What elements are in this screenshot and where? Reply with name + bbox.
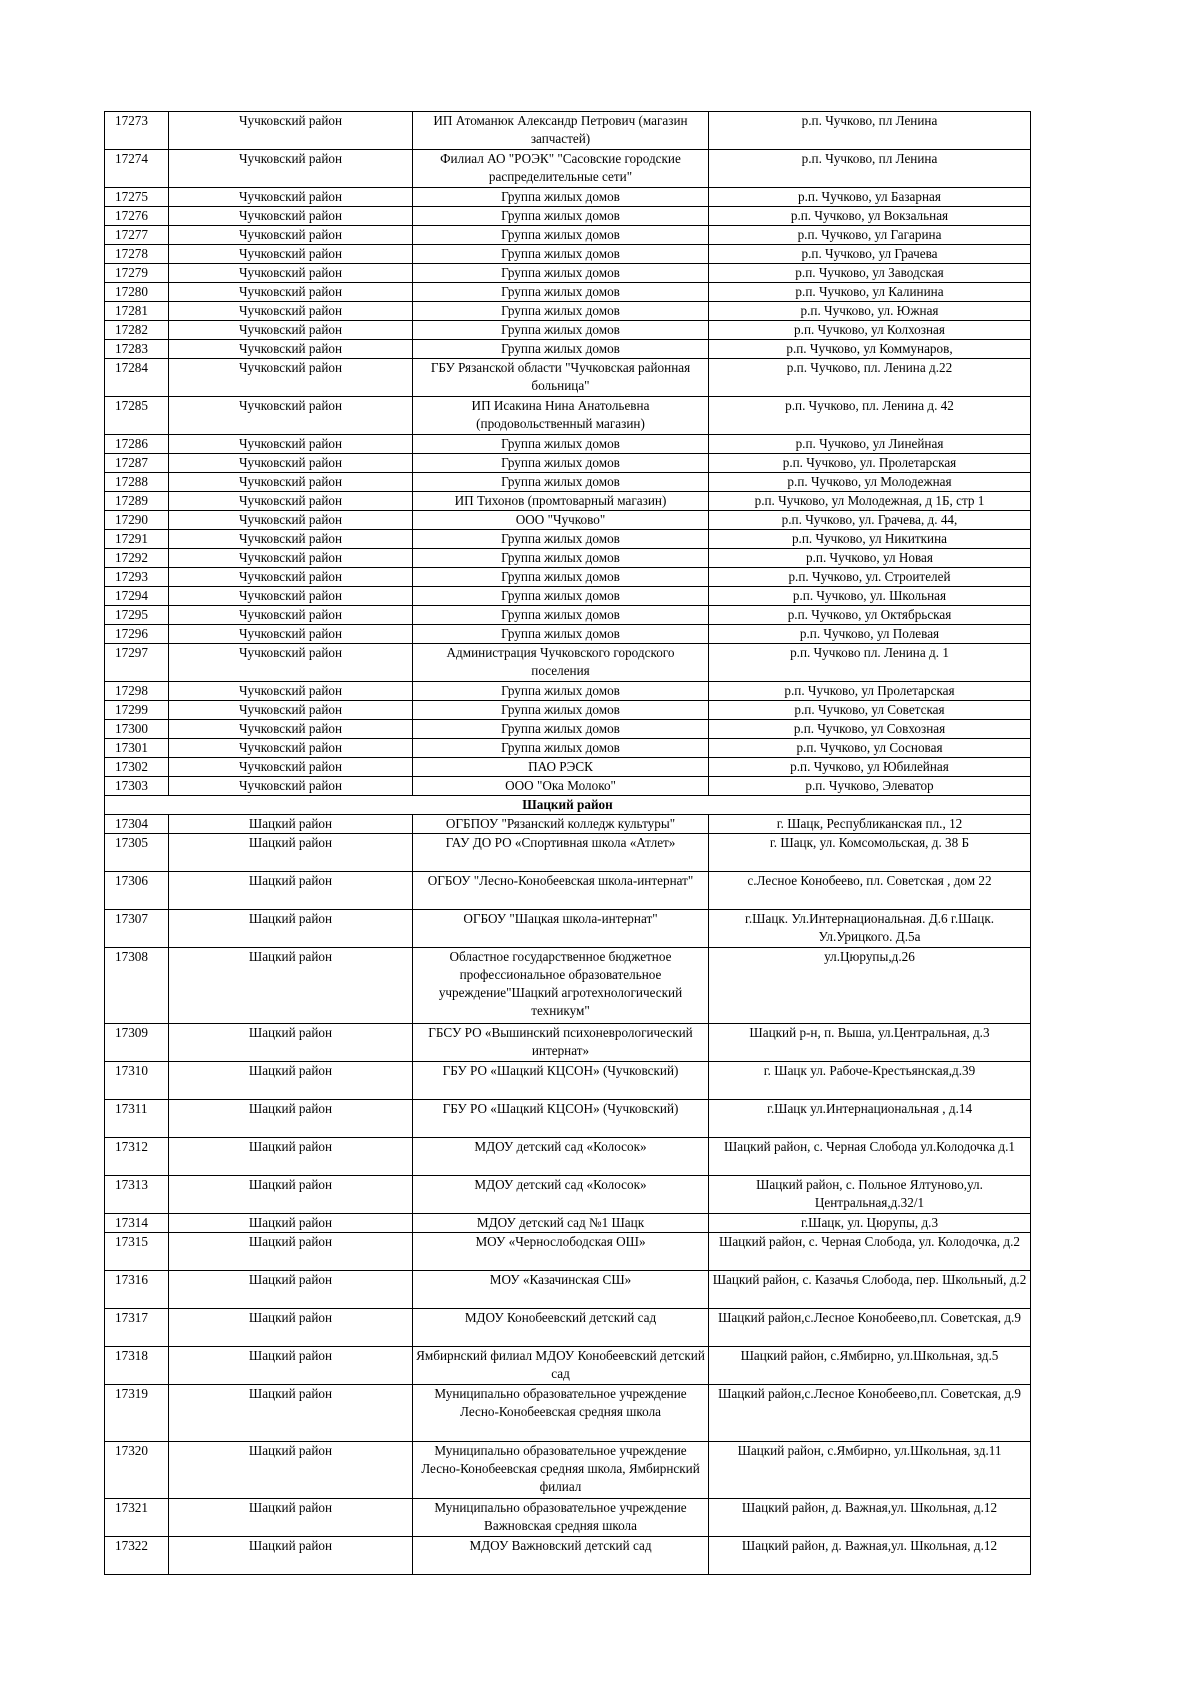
district-cell: Чучковский район <box>169 150 413 188</box>
address-cell: Шацкий район, д. Важная,ул. Школьная, д.12 <box>709 1537 1031 1575</box>
table-row <box>105 872 1031 910</box>
district-cell: Шацкий район <box>169 948 413 1024</box>
table-row <box>105 397 1031 435</box>
row-number: 17304 <box>105 815 169 834</box>
district-cell: Шацкий район <box>169 1442 413 1499</box>
table-row <box>105 302 1031 321</box>
row-number: 17320 <box>105 1442 169 1499</box>
table-row <box>105 625 1031 644</box>
row-number: 17277 <box>105 226 169 245</box>
address-cell: р.п. Чучково, Элеватор <box>709 777 1031 796</box>
organization-cell: ПАО РЭСК <box>413 758 709 777</box>
organization-cell: Группа жилых домов <box>413 739 709 758</box>
organization-cell: Муниципально образовательное учреждение Лесно-Конобеевская средняя школа, Ямбирнский филиал <box>413 1442 709 1499</box>
address-cell: р.п. Чучково, ул Никиткина <box>709 530 1031 549</box>
district-cell: Чучковский район <box>169 340 413 359</box>
address-cell: р.п. Чучково, ул Молодежная, д 1Б, стр 1 <box>709 492 1031 511</box>
row-number: 17295 <box>105 606 169 625</box>
table-row <box>105 739 1031 758</box>
row-number: 17289 <box>105 492 169 511</box>
organization-cell: Группа жилых домов <box>413 530 709 549</box>
district-cell: Чучковский район <box>169 283 413 302</box>
organization-cell: МДОУ детский сад №1 Шацк <box>413 1214 709 1233</box>
row-number: 17312 <box>105 1138 169 1176</box>
section-header-row <box>105 796 1031 815</box>
organization-cell: Группа жилых домов <box>413 188 709 207</box>
row-number: 17306 <box>105 872 169 910</box>
district-cell: Чучковский район <box>169 701 413 720</box>
organization-cell: МДОУ детский сад «Колосок» <box>413 1176 709 1214</box>
address-cell: р.п. Чучково, ул. Южная <box>709 302 1031 321</box>
table-row <box>105 910 1031 948</box>
row-number: 17303 <box>105 777 169 796</box>
row-number: 17310 <box>105 1062 169 1100</box>
table-row <box>105 1442 1031 1499</box>
table-row <box>105 435 1031 454</box>
table-row <box>105 321 1031 340</box>
table-row <box>105 549 1031 568</box>
district-cell: Шацкий район <box>169 1271 413 1309</box>
address-cell: р.п. Чучково, ул. Грачева, д. 44, <box>709 511 1031 530</box>
table-row <box>105 492 1031 511</box>
section-title: Шацкий район <box>105 796 1031 815</box>
organization-cell: ИП Тихонов (промтоварный магазин) <box>413 492 709 511</box>
table-row <box>105 1271 1031 1309</box>
address-cell: р.п. Чучково, ул. Школьная <box>709 587 1031 606</box>
table-row <box>105 264 1031 283</box>
address-cell: р.п. Чучково, ул Колхозная <box>709 321 1031 340</box>
district-cell: Чучковский район <box>169 188 413 207</box>
row-number: 17285 <box>105 397 169 435</box>
row-number: 17274 <box>105 150 169 188</box>
address-cell: р.п. Чучково, ул Совхозная <box>709 720 1031 739</box>
table-row <box>105 701 1031 720</box>
district-cell: Чучковский район <box>169 302 413 321</box>
address-cell: р.п. Чучково, ул Полевая <box>709 625 1031 644</box>
address-cell: р.п. Чучково, ул Советская <box>709 701 1031 720</box>
row-number: 17290 <box>105 511 169 530</box>
table-row <box>105 1138 1031 1176</box>
address-cell: р.п. Чучково, ул Заводская <box>709 264 1031 283</box>
row-number: 17284 <box>105 359 169 397</box>
table-row <box>105 644 1031 682</box>
table-row <box>105 150 1031 188</box>
table-row <box>105 1347 1031 1385</box>
district-cell: Шацкий район <box>169 1499 413 1537</box>
row-number: 17299 <box>105 701 169 720</box>
row-number: 17280 <box>105 283 169 302</box>
row-number: 17311 <box>105 1100 169 1138</box>
row-number: 17297 <box>105 644 169 682</box>
district-cell: Шацкий район <box>169 815 413 834</box>
address-cell: г.Шацк. Ул.Интернациональная. Д.6 г.Шацк. Ул.Урицкого. Д.5а <box>709 910 1031 948</box>
address-cell: р.п. Чучково, ул Октябрьская <box>709 606 1031 625</box>
table-row <box>105 682 1031 701</box>
district-cell: Чучковский район <box>169 625 413 644</box>
row-number: 17301 <box>105 739 169 758</box>
address-cell: Шацкий район, с. Польное Ялтуново,ул. Центральная,д.32/1 <box>709 1176 1031 1214</box>
organization-cell: Группа жилых домов <box>413 321 709 340</box>
district-cell: Чучковский район <box>169 245 413 264</box>
table-row <box>105 207 1031 226</box>
organization-cell: Муниципально образовательное учреждение Лесно-Конобеевская средняя школа <box>413 1385 709 1442</box>
district-cell: Шацкий район <box>169 872 413 910</box>
address-cell: р.п. Чучково, пл. Ленина д.22 <box>709 359 1031 397</box>
organization-cell: Группа жилых домов <box>413 720 709 739</box>
address-cell: р.п. Чучково, ул Юбилейная <box>709 758 1031 777</box>
row-number: 17313 <box>105 1176 169 1214</box>
row-number: 17307 <box>105 910 169 948</box>
organization-cell: Группа жилых домов <box>413 226 709 245</box>
organization-cell: ООО "Ока Молоко" <box>413 777 709 796</box>
row-number: 17308 <box>105 948 169 1024</box>
row-number: 17315 <box>105 1233 169 1271</box>
organization-cell: Группа жилых домов <box>413 245 709 264</box>
table-row <box>105 1214 1031 1233</box>
address-cell: г.Шацк, ул. Цюрупы, д.3 <box>709 1214 1031 1233</box>
district-cell: Чучковский район <box>169 359 413 397</box>
facilities-table <box>104 111 1031 1575</box>
organization-cell: Группа жилых домов <box>413 283 709 302</box>
organization-cell: ГБСУ РО «Вышинский психоневрологический интернат» <box>413 1024 709 1062</box>
row-number: 17283 <box>105 340 169 359</box>
table-row <box>105 1024 1031 1062</box>
table-row <box>105 587 1031 606</box>
district-cell: Чучковский район <box>169 264 413 283</box>
district-cell: Чучковский район <box>169 511 413 530</box>
address-cell: Шацкий район, с.Ямбирно, ул.Школьная, зд.11 <box>709 1442 1031 1499</box>
organization-cell: ООО "Чучково" <box>413 511 709 530</box>
row-number: 17305 <box>105 834 169 872</box>
table-row <box>105 511 1031 530</box>
address-cell: р.п. Чучково, ул. Пролетарская <box>709 454 1031 473</box>
table-row <box>105 112 1031 150</box>
document-page <box>104 111 1030 1575</box>
table-row <box>105 834 1031 872</box>
table-row <box>105 568 1031 587</box>
address-cell: Шацкий район,с.Лесное Конобеево,пл. Советская, д.9 <box>709 1385 1031 1442</box>
district-cell: Чучковский район <box>169 587 413 606</box>
organization-cell: ОГБОУ "Шацкая школа-интернат" <box>413 910 709 948</box>
address-cell: Шацкий район,с.Лесное Конобеево,пл. Советская, д.9 <box>709 1309 1031 1347</box>
address-cell: р.п. Чучково, пл Ленина <box>709 112 1031 150</box>
table-row <box>105 1499 1031 1537</box>
organization-cell: Муниципально образовательное учреждение Важновская средняя школа <box>413 1499 709 1537</box>
district-cell: Шацкий район <box>169 1309 413 1347</box>
district-cell: Чучковский район <box>169 435 413 454</box>
district-cell: Чучковский район <box>169 321 413 340</box>
address-cell: Шацкий район, с.Ямбирно, ул.Школьная, зд.5 <box>709 1347 1031 1385</box>
organization-cell: ОГБОУ "Лесно-Конобеевская школа-интернат" <box>413 872 709 910</box>
table-row <box>105 948 1031 1024</box>
address-cell: р.п. Чучково, ул Пролетарская <box>709 682 1031 701</box>
row-number: 17314 <box>105 1214 169 1233</box>
address-cell: р.п. Чучково, ул Калинина <box>709 283 1031 302</box>
organization-cell: Группа жилых домов <box>413 473 709 492</box>
table-row <box>105 606 1031 625</box>
address-cell: р.п. Чучково, пл. Ленина д. 42 <box>709 397 1031 435</box>
address-cell: р.п. Чучково, ул Новая <box>709 549 1031 568</box>
district-cell: Шацкий район <box>169 1100 413 1138</box>
district-cell: Шацкий район <box>169 1214 413 1233</box>
table-row <box>105 777 1031 796</box>
district-cell: Шацкий район <box>169 1537 413 1575</box>
district-cell: Шацкий район <box>169 1176 413 1214</box>
district-cell: Шацкий район <box>169 910 413 948</box>
row-number: 17275 <box>105 188 169 207</box>
district-cell: Чучковский район <box>169 226 413 245</box>
organization-cell: ГБУ Рязанской области "Чучковская районная больница" <box>413 359 709 397</box>
district-cell: Чучковский район <box>169 720 413 739</box>
organization-cell: Ямбирнский филиал МДОУ Конобеевский детский сад <box>413 1347 709 1385</box>
row-number: 17316 <box>105 1271 169 1309</box>
table-row <box>105 226 1031 245</box>
organization-cell: ОГБПОУ "Рязанский колледж культуры" <box>413 815 709 834</box>
organization-cell: МОУ «Чернослободская ОШ» <box>413 1233 709 1271</box>
organization-cell: Группа жилых домов <box>413 435 709 454</box>
row-number: 17293 <box>105 568 169 587</box>
row-number: 17318 <box>105 1347 169 1385</box>
address-cell: Шацкий район, с. Черная Слобода ул.Колодочка д.1 <box>709 1138 1031 1176</box>
district-cell: Чучковский район <box>169 207 413 226</box>
organization-cell: Группа жилых домов <box>413 264 709 283</box>
district-cell: Чучковский район <box>169 112 413 150</box>
district-cell: Чучковский район <box>169 454 413 473</box>
table-row <box>105 1385 1031 1442</box>
row-number: 17291 <box>105 530 169 549</box>
organization-cell: Группа жилых домов <box>413 606 709 625</box>
address-cell: г. Шацк, ул. Комсомольская, д. 38 Б <box>709 834 1031 872</box>
organization-cell: Группа жилых домов <box>413 682 709 701</box>
organization-cell: МДОУ детский сад «Колосок» <box>413 1138 709 1176</box>
organization-cell: ГБУ РО «Шацкий КЦСОН» (Чучковский) <box>413 1062 709 1100</box>
address-cell: г. Шацк ул. Рабоче-Крестьянская,д.39 <box>709 1062 1031 1100</box>
table-row <box>105 1233 1031 1271</box>
district-cell: Чучковский район <box>169 549 413 568</box>
address-cell: р.п. Чучково, ул Линейная <box>709 435 1031 454</box>
address-cell: г.Шацк ул.Интернациональная , д.14 <box>709 1100 1031 1138</box>
organization-cell: ИП Исакина Нина Анатольевна (продовольственный магазин) <box>413 397 709 435</box>
district-cell: Шацкий район <box>169 1024 413 1062</box>
row-number: 17322 <box>105 1537 169 1575</box>
row-number: 17302 <box>105 758 169 777</box>
row-number: 17286 <box>105 435 169 454</box>
district-cell: Чучковский район <box>169 473 413 492</box>
district-cell: Шацкий район <box>169 834 413 872</box>
address-cell: р.п. Чучково, ул. Строителей <box>709 568 1031 587</box>
row-number: 17282 <box>105 321 169 340</box>
row-number: 17319 <box>105 1385 169 1442</box>
table-row <box>105 530 1031 549</box>
district-cell: Чучковский район <box>169 682 413 701</box>
row-number: 17317 <box>105 1309 169 1347</box>
table-body <box>105 112 1031 1575</box>
table-row <box>105 340 1031 359</box>
row-number: 17296 <box>105 625 169 644</box>
address-cell: ул.Цюрупы,д.26 <box>709 948 1031 1024</box>
row-number: 17309 <box>105 1024 169 1062</box>
organization-cell: Группа жилых домов <box>413 207 709 226</box>
organization-cell: Областное государственное бюджетное профессиональное образовательное учреждение"Шацкий агротехнологический техникум" <box>413 948 709 1024</box>
table-row <box>105 1537 1031 1575</box>
table-row <box>105 1309 1031 1347</box>
district-cell: Чучковский район <box>169 492 413 511</box>
organization-cell: Группа жилых домов <box>413 568 709 587</box>
address-cell: р.п. Чучково, пл Ленина <box>709 150 1031 188</box>
table-row <box>105 454 1031 473</box>
table-row <box>105 473 1031 492</box>
organization-cell: Группа жилых домов <box>413 701 709 720</box>
address-cell: р.п. Чучково, ул Сосновая <box>709 739 1031 758</box>
row-number: 17294 <box>105 587 169 606</box>
address-cell: Шацкий район, с. Черная Слобода, ул. Колодочка, д.2 <box>709 1233 1031 1271</box>
organization-cell: Группа жилых домов <box>413 587 709 606</box>
district-cell: Чучковский район <box>169 530 413 549</box>
address-cell: Шацкий р-н, п. Выша, ул.Центральная, д.3 <box>709 1024 1031 1062</box>
address-cell: Шацкий район, д. Важная,ул. Школьная, д.12 <box>709 1499 1031 1537</box>
district-cell: Чучковский район <box>169 777 413 796</box>
table-row <box>105 1100 1031 1138</box>
district-cell: Чучковский район <box>169 606 413 625</box>
organization-cell: Группа жилых домов <box>413 625 709 644</box>
district-cell: Шацкий район <box>169 1385 413 1442</box>
row-number: 17321 <box>105 1499 169 1537</box>
organization-cell: ГБУ РО «Шацкий КЦСОН» (Чучковский) <box>413 1100 709 1138</box>
address-cell: г. Шацк, Республиканская пл., 12 <box>709 815 1031 834</box>
table-row <box>105 359 1031 397</box>
row-number: 17276 <box>105 207 169 226</box>
organization-cell: Группа жилых домов <box>413 549 709 568</box>
district-cell: Шацкий район <box>169 1233 413 1271</box>
organization-cell: Филиал АО "РОЭК" "Сасовские городские распределительные сети" <box>413 150 709 188</box>
organization-cell: МДОУ Конобеевский детский сад <box>413 1309 709 1347</box>
table-row <box>105 1062 1031 1100</box>
district-cell: Чучковский район <box>169 397 413 435</box>
row-number: 17300 <box>105 720 169 739</box>
address-cell: р.п. Чучково, ул Коммунаров, <box>709 340 1031 359</box>
table-row <box>105 283 1031 302</box>
table-row <box>105 188 1031 207</box>
address-cell: Шацкий район, с. Казачья Слобода, пер. Школьный, д.2 <box>709 1271 1031 1309</box>
row-number: 17287 <box>105 454 169 473</box>
row-number: 17278 <box>105 245 169 264</box>
row-number: 17281 <box>105 302 169 321</box>
district-cell: Чучковский район <box>169 568 413 587</box>
table-row <box>105 1176 1031 1214</box>
address-cell: р.п. Чучково, ул Молодежная <box>709 473 1031 492</box>
table-row <box>105 758 1031 777</box>
address-cell: р.п. Чучково, ул Базарная <box>709 188 1031 207</box>
table-row <box>105 815 1031 834</box>
address-cell: р.п. Чучково, ул Грачева <box>709 245 1031 264</box>
organization-cell: Группа жилых домов <box>413 302 709 321</box>
district-cell: Чучковский район <box>169 739 413 758</box>
district-cell: Шацкий район <box>169 1062 413 1100</box>
district-cell: Шацкий район <box>169 1138 413 1176</box>
row-number: 17288 <box>105 473 169 492</box>
organization-cell: ИП Атоманюк Александр Петрович (магазин запчастей) <box>413 112 709 150</box>
organization-cell: ГАУ ДО РО «Спортивная школа «Атлет» <box>413 834 709 872</box>
table-row <box>105 720 1031 739</box>
organization-cell: МОУ «Казачинская СШ» <box>413 1271 709 1309</box>
district-cell: Шацкий район <box>169 1347 413 1385</box>
address-cell: р.п. Чучково пл. Ленина д. 1 <box>709 644 1031 682</box>
address-cell: р.п. Чучково, ул Гагарина <box>709 226 1031 245</box>
row-number: 17292 <box>105 549 169 568</box>
table-row <box>105 245 1031 264</box>
row-number: 17273 <box>105 112 169 150</box>
organization-cell: МДОУ Важновский детский сад <box>413 1537 709 1575</box>
district-cell: Чучковский район <box>169 644 413 682</box>
organization-cell: Администрация Чучковского городского поселения <box>413 644 709 682</box>
row-number: 17298 <box>105 682 169 701</box>
organization-cell: Группа жилых домов <box>413 454 709 473</box>
row-number: 17279 <box>105 264 169 283</box>
address-cell: с.Лесное Конобеево, пл. Советская , дом 22 <box>709 872 1031 910</box>
address-cell: р.п. Чучково, ул Вокзальная <box>709 207 1031 226</box>
organization-cell: Группа жилых домов <box>413 340 709 359</box>
district-cell: Чучковский район <box>169 758 413 777</box>
